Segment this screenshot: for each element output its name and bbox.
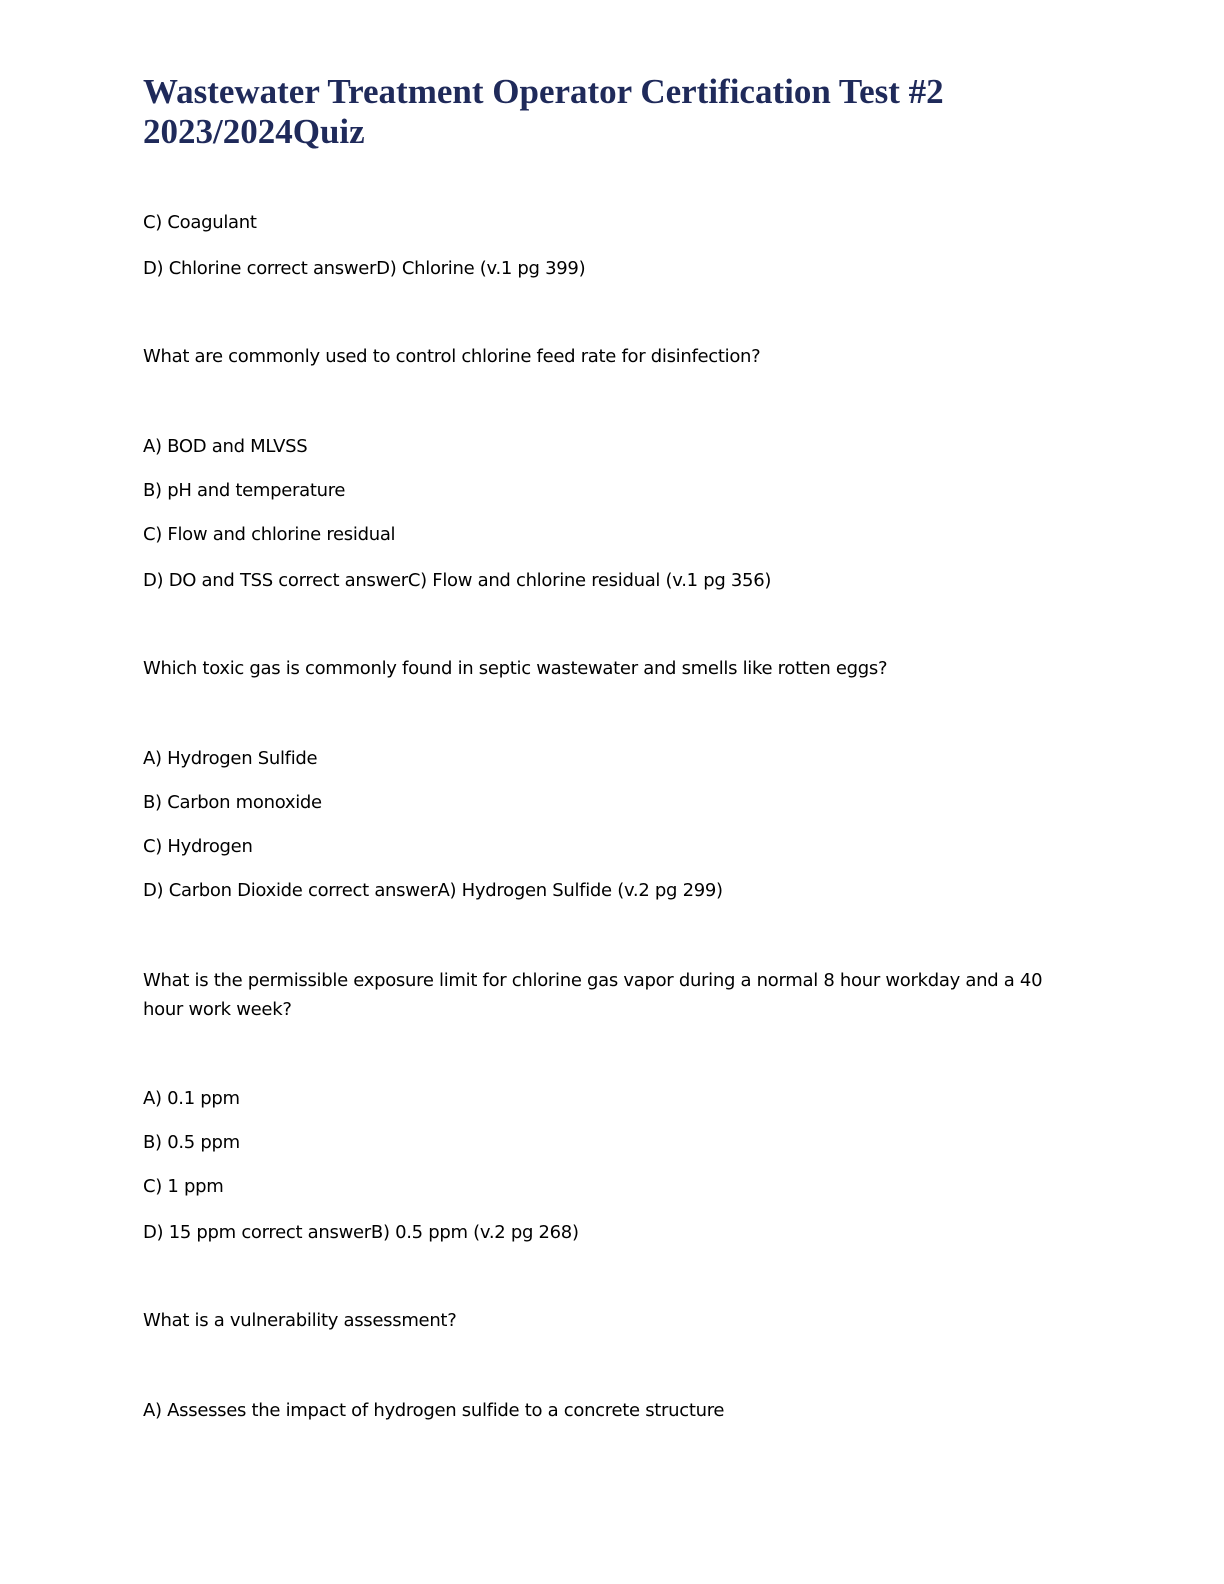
answer-key-line: D) 15 ppm correct answerB) 0.5 ppm (v.2 pg 268) — [143, 1222, 579, 1243]
answer-key-line: D) DO and TSS correct answerC) Flow and chlorine residual (v.1 pg 356) — [143, 570, 772, 591]
answer-option: A) 0.1 ppm — [143, 1088, 240, 1109]
document-title — [143, 72, 1103, 152]
title-line-2: 2023/2024Quiz — [143, 112, 365, 151]
answer-option: B) pH and temperature — [143, 480, 346, 501]
question-text: What is a vulnerability assessment? — [143, 1310, 457, 1331]
answer-option: C) Coagulant — [143, 212, 257, 233]
title-line-1: Wastewater Treatment Operator Certification Test #2 — [143, 72, 944, 111]
answer-option: A) Assesses the impact of hydrogen sulfide to a concrete structure — [143, 1400, 725, 1421]
answer-option: C) Flow and chlorine residual — [143, 524, 396, 545]
question-text: What is the permissible exposure limit for chlorine gas vapor during a normal 8 hour workday and a 40 hour work week? — [143, 970, 1043, 1020]
answer-key-line: D) Carbon Dioxide correct answerA) Hydrogen Sulfide (v.2 pg 299) — [143, 880, 723, 901]
answer-option: A) BOD and MLVSS — [143, 436, 308, 457]
answer-option: A) Hydrogen Sulfide — [143, 748, 318, 769]
answer-option: C) 1 ppm — [143, 1176, 224, 1197]
answer-key-line: D) Chlorine correct answerD) Chlorine (v.1 pg 399) — [143, 258, 586, 279]
question-text: What are commonly used to control chlorine feed rate for disinfection? — [143, 346, 761, 367]
question-text: Which toxic gas is commonly found in septic wastewater and smells like rotten eggs? — [143, 658, 888, 679]
answer-option: B) Carbon monoxide — [143, 792, 322, 813]
answer-option: C) Hydrogen — [143, 836, 253, 857]
answer-option: B) 0.5 ppm — [143, 1132, 240, 1153]
